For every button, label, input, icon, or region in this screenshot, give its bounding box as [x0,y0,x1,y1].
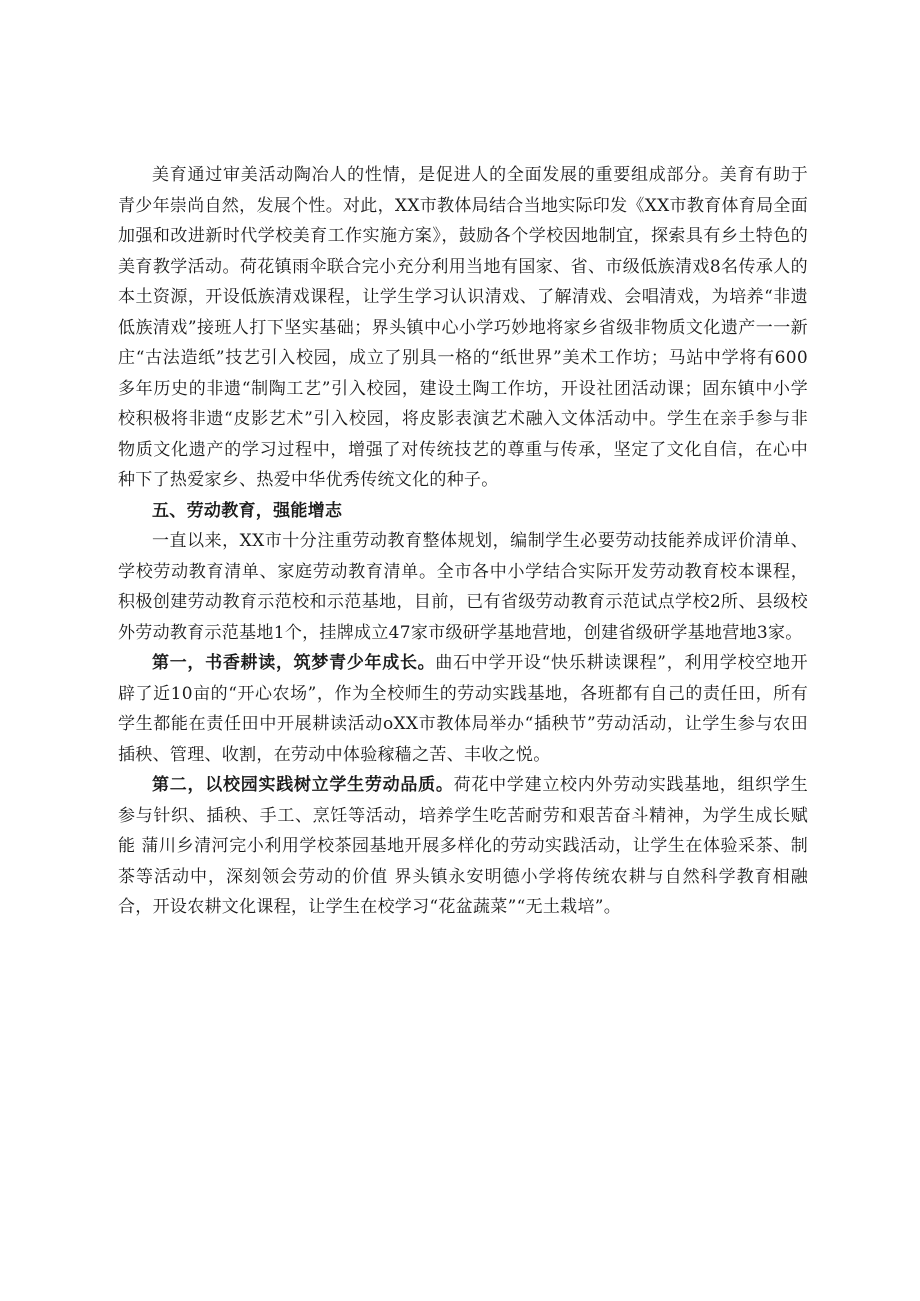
paragraph-second-point-body: 荷花中学建立校内外劳动实践基地，组织学生参与针织、插秧、手工、烹饪等活动，培养学生吃苦耐劳和艰苦奋斗精神，为学生成长赋能 蒲川乡清河完小利用学校茶园基地开展多样化的劳动实践活动，让学生在体验采茶、制茶等活动中，深刻领会劳动的价值 界头镇永安明德小学将传统农耕与自然科学教育相融合，开设农耕文化课程，让学生在校学习“花盆蔬菜”“无土栽培”。 [118,775,808,917]
paragraph-labor-planning: 一直以来，XX市十分注重劳动教育整体规划，编制学生必要劳动技能养成评价清单、学校劳动教育清单、家庭劳动教育清单。全市各中小学结合实际开发劳动教育校本课程，积极创建劳动教育示范校和示范基地，目前，已有省级劳动教育示范试点学校2所、县级校外劳动教育示范基地1个，挂牌成立47家市级研学基地营地，创建省级研学基地营地3家。 [118,531,808,643]
paragraph-first-point-lead: 第一，书香耕读，筑梦青少年成长。 [152,653,436,673]
paragraph-second-point [118,770,808,923]
paragraph-second-point-lead: 第二，以校园实践树立学生劳动品质。 [152,775,454,795]
paragraph-first-point-body: 曲石中学开设“快乐耕读课程”，利用学校空地开辟了近10亩的“开心农场”，作为全校师生的劳动实践基地，各班都有自己的责任田，所有学生都能在责任田中开展耕读活动oXX市教体局举办“插秧节”劳动活动，让学生参与农田插秧、管理、收割，在劳动中体验稼穑之苦、丰收之悦。 [118,653,808,765]
section-heading-labor-education: 五、劳动教育，强能增志 [152,500,343,521]
paragraph-first-point [118,648,808,770]
paragraph-aesthetic-education: 美育通过审美活动陶冶人的性情，是促进人的全面发展的重要组成部分。美育有助于青少年崇尚自然，发展个性。对此，XX市教体局结合当地实际印发《XX市教育体育局全面加强和改进新时代学校美育工作实施方案》，鼓励各个学校因地制宜，探索具有乡土特色的美育教学活动。荷花镇雨伞联合完小充分利用当地有国家、省、市级低族清戏8名传承人的本土资源，开设低族清戏课程，让学生学习认识清戏、了解清戏、会唱清戏，为培养“非遗低族清戏”接班人打下坚实基础；界头镇中心小学巧妙地将家乡省级非物质文化遗产一一新庄“古法造纸”技艺引入校园，成立了别具一格的“纸世界”美术工作坊；马站中学将有600多年历史的非遗“制陶工艺”引入校园，建设土陶工作坊，开设社团活动课；固东镇中小学校积极将非遗“皮影艺术”引入校园，将皮影表演艺术融入文体活动中。学生在亲手参与非物质文化遗产的学习过程中，增强了对传统技艺的尊重与传承，坚定了文化自信，在心中种下了热爱家乡、热爱中华优秀传统文化的种子。 [118,165,808,490]
document-page [118,160,808,923]
